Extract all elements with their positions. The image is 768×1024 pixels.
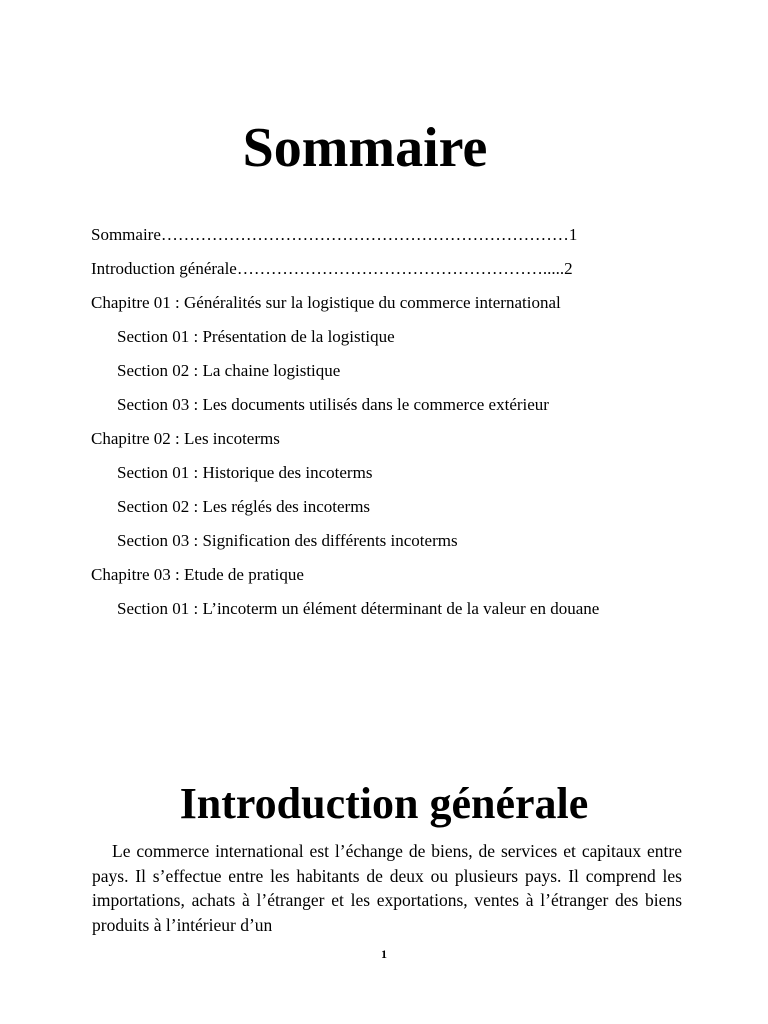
toc-entry-chapter-01-section-02: Section 02 : La chaine logistique [117,361,341,380]
toc-entry-chapter-02-section-03: Section 03 : Signification des différents incoterms [117,531,458,550]
table-of-contents [91,224,681,620]
toc-entry-chapter-03: Chapitre 03 : Etude de pratique [91,565,304,584]
toc-entry-chapter-02-section-02: Section 02 : Les réglés des incoterms [117,497,371,516]
toc-entry-chapter-01: Chapitre 01 : Généralités sur la logistique du commerce international [91,293,561,312]
toc-entry-chapter-01-section-03: Section 03 : Les documents utilisés dans le commerce extérieur [117,395,549,414]
page-number: 1 [381,947,387,961]
toc-entry-chapter-03-section-01: Section 01 : L’incoterm un élément déterminant de la valeur en douane [117,599,600,618]
introduction-paragraph: Le commerce international est l’échange de biens, de services et capitaux entre pays. Il s’effectue entre les habitants de deux ou plusieurs pays. Il comprend les importations, achats à l’étranger et les exportations, ventes à l’étranger des biens produits à l’intérieur d’un [92,841,682,935]
toc-entry-introduction: Introduction générale……………………………………………….....2 [91,259,573,278]
toc-entry-chapter-01-section-01: Section 01 : Présentation de la logistique [117,327,395,346]
toc-entry-chapter-02-section-01: Section 01 : Historique des incoterms [117,463,373,482]
toc-entry-sommaire: Sommaire………………………………………………………………1 [91,225,578,244]
sommaire-title: Sommaire [242,117,488,179]
introduction-title: Introduction générale [179,779,589,828]
toc-entry-chapter-02: Chapitre 02 : Les incoterms [91,429,280,448]
